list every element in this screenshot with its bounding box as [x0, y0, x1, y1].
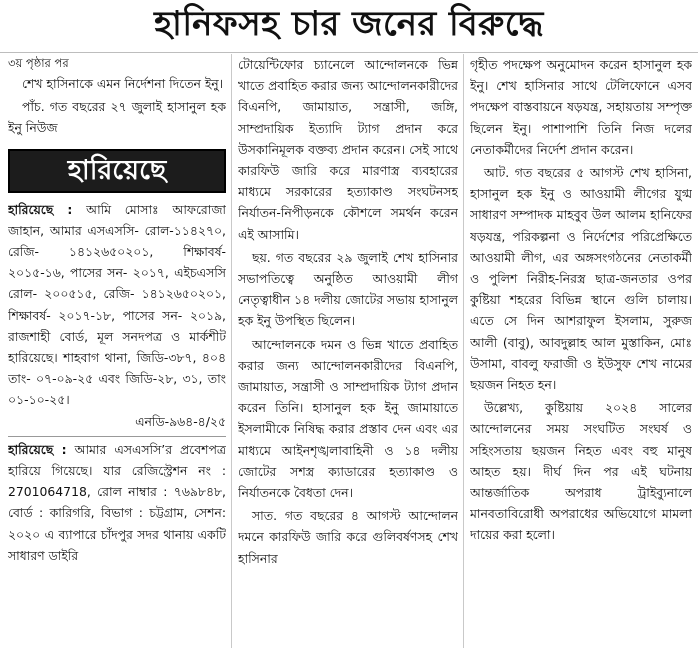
paragraph: সাত. গত বছরের ৪ আগস্ট আন্দোলন দমনে কারফিউ জারি করে গুলিবর্ষণসহ শেখ হাসিনার — [238, 508, 458, 566]
column-2 — [238, 54, 458, 648]
paragraph: পাঁচ. গত বছরের ২৭ জুলাই হাসানুল হক ইনু নিউজ — [8, 99, 226, 136]
paragraph: উল্লেখ্য, কুষ্টিয়ায় ২০২৪ সালের আন্দোলনের সময় সংঘটিত সংঘর্ষ ও সহিংসতায় ছয়জন নিহত এবং বহু মানুষ আহত হয়। দীর্ঘ দিন পর এই ঘটনায় আন্তর্জাতিক অপরাধ ট্রাইব্যুনালে মানবতাবিরোধী অপরাধের অভিযোগে মামলা দায়ের করা হলো। — [470, 400, 692, 543]
paragraph: আট. গত বছরের ৫ আগস্ট শেখ হাসিনা, হাসানুল হক ইনু ও আওয়ামী লীগের যুগ্ম সাধারণ সম্পাদক মাহবুব উল আলম হানিফের ষড়যন্ত্র, পরিকল্পনা ও নির্দেশের পরিপ্রেক্ষিতে আওয়ামী লীগ, এর অঙ্গসংগঠনের নেতাকর্মী ও পুলিশ নিরীহ-নিরস্ত্র ছাত্র-জনতার ওপর কুষ্টিয়া শহরের বিভিন্ন স্থানে গুলি চালায়। এতে সে দিন আশরাফুল ইসলাম, সুরুজ আলী (বাবু), আবদুল্লাহ আল মুস্তাকিন, মোঃ উসামা, বাবলু ফরাজী ও ইউসুফ শেখ নামের ছয়জন নিহত হন। — [470, 165, 692, 393]
paragraph: টোয়েন্টিফোর চ্যানেলে আন্দোলনকে ভিন্ন খাতে প্রবাহিত করার জন্য আন্দোলনকারীদের বিএনপি, জামায়াত, সন্ত্রাসী, জঙ্গি, সাম্প্রদায়িক ইত্যাদি ট্যাগ প্রদান করে উসকানিমূলক বক্তব্য প্রদান করেন। সেই সাথে কারফিউ জারি করে মারণাস্ত্র ব্যবহারের মাধ্যমে সরকারের হত্যাকাণ্ড সংঘটনসহ নির্যাতন-নিপীড়নকে কৌশলে সমর্থন করেন এই আসামি। — [238, 57, 458, 242]
column-divider — [463, 54, 464, 648]
continuation-note: ৩য় পৃষ্ঠার পর — [8, 56, 69, 70]
lost-label: হারিয়েছে : — [8, 441, 67, 457]
lost-label: হারিয়েছে : — [8, 201, 73, 217]
paragraph: ছয়. গত বছরের ২৯ জুলাই শেখ হাসিনার সভাপতিত্বে অনুষ্ঠিত আওয়ামী লীগ নেতৃত্বাধীন ১৪ দলীয় জোটের সভায় হাসানুল হক ইনু উপস্থিত ছিলেন। — [238, 249, 458, 329]
lost-notice-body — [8, 199, 226, 411]
lost-notice-1 — [8, 199, 226, 432]
paragraph: গৃহীত পদক্ষেপ অনুমোদন করেন হাসানুল হক ইনু। শেখ হাসিনার সাথে টেলিফোনে এসব পদক্ষেপ বাস্তবায়নে ষড়যন্ত্র, সহায়তায় সম্পৃক্ত ছিলেন ইনু। পাশাপাশি তিনি নিজ দলের নেতাকর্মীদের নির্দেশ প্রদান করেন। — [470, 57, 692, 157]
lost-reference: এনডি-৯৬৪-৪/২৫ — [135, 413, 226, 429]
lost-text: আমি মোসাঃ আফরোজা জাহান, আমার এসএসসি- রোল-১১৪২৭০, রেজি- ১৪১২৬৫০২০১, শিক্ষাবর্ষ- ২০১৫-১৬, পাসের সন- ২০১৭, এইচএসসি রোল- ২০০৫১৫, রেজি- ১৪১২৬৫০২০১, শিক্ষাবর্ষ- ২০১৭-১৮, পাসের সন- ২০১৯, রাজশাহী বোর্ড, মূল সনদপত্র ও মার্কশীট হারিয়েছে। শাহবাগ থানা, জিডি-৩৮৭, ৪০৪ তাং- ০৭-০৯-২৫ এবং জিডি-২৮, ৩১, তাং ০১-১০-২৫। — [8, 201, 226, 408]
lost-section-title: হারিয়েছে — [8, 149, 226, 193]
paragraph: শেখ হাসিনাকে এমন নির্দেশনা দিতেন ইনু। — [22, 76, 224, 91]
lost-notice-2 — [8, 439, 226, 566]
column-1 — [8, 54, 226, 648]
notice-divider — [8, 436, 226, 437]
paragraph: আন্দোলনকে দমন ও ভিন্ন খাতে প্রবাহিত করার জন্য আন্দোলনকারীদের বিএনপি, জামায়াত, সন্ত্রাসী ও সাম্প্রদায়িক ট্যাগ প্রদান করেন তিনি। হাসানুল হক ইনু জামায়াতে ইসলামীকে নিষিদ্ধ করার প্রস্তাব দেন এবং এর মাধ্যমে আইনশৃঙ্খলাবাহিনী ও ১৪ দলীয় জোটের সশস্ত্র ক্যাডারের হত্যাকাণ্ড ও নির্যাতনকে বৈধতা দেন। — [238, 336, 458, 501]
column-divider — [231, 54, 232, 648]
headline: হানিফসহ চার জনের বিরুদ্ধে — [0, 0, 698, 53]
lost-text: আমার এসএসসি’র প্রবেশপত্র হারিয়ে গিয়েছে। যার রেজিস্ট্রেশন নং : 2701064718, রোল নাম্বার : ৭৬৯৮৪৮, বোর্ড : কারিগরি, বিভাগ : চট্টগ্রাম, সেশন: ২০২০ এ ব্যাপারে চাঁদপুর সদর থানায় একটি সাধারণ ডাইরি — [8, 441, 226, 563]
column-3 — [470, 54, 692, 648]
lost-notice-body — [8, 439, 226, 566]
